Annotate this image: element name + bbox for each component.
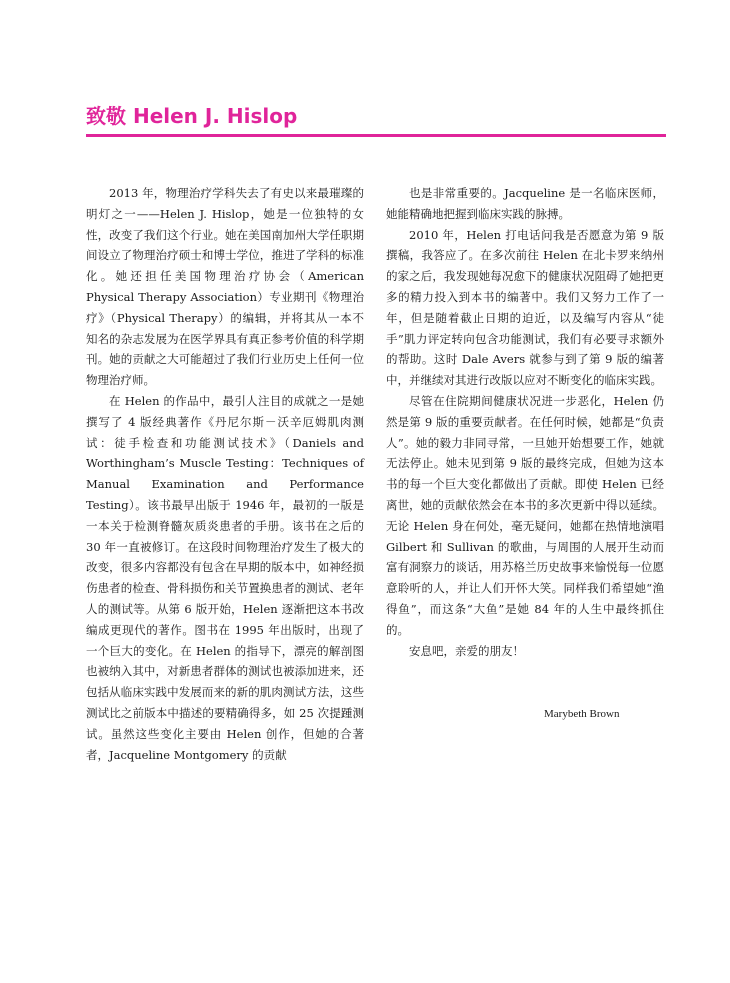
paragraph: 2013 年，物理治疗学科失去了有史以来最璀璨的明灯之一——Helen J. Hislop，她是一位独特的女性，改变了我们这个行业。她在美国南加州大学任职期间设立了物理治疗硕士和博士学位，推进了学科的标准化。她还担任美国物理治疗协会（American Physical Therapy Association）专业期刊《物理治疗》（Physical Therapy）的编辑，并将其从一本不知名的杂志发展为在医学界具有真正参考价值的科学期刊。她的贡献之大可能超过了我们行业历史上任何一位物理治疗师。 (86, 186, 364, 388)
paragraph: 也是非常重要的。Jacqueline 是一名临床医师，她能精确地把握到临床实践的脉搏。 (386, 186, 664, 221)
paragraph: 尽管在住院期间健康状况进一步恶化，Helen 仍然是第 9 版的重要贡献者。在任何时候，她都是“负责人”。她的毅力非同寻常，一旦她开始想要工作，她就无法停止。她未见到第 9 版的最终完成，但她为这本书的每一个巨大变化都做出了贡献。即使 Helen 已经离世，她的贡献依然会在本书的多次更新中得以延续。无论 Helen 身在何处，毫无疑问，她都在热情地演唱 Gilbert 和 Sullivan 的歌曲，与周围的人展开生动而富有洞察力的谈话，用苏格兰历史故事来愉悦每一位愿意聆听的人，并让人们开怀大笑。同样我们希望她“渔得鱼”，而这条“大鱼”是她 84 年的人生中最终抓住的。 (386, 393, 664, 637)
title-underline (86, 134, 666, 137)
paragraph: 在 Helen 的作品中，最引人注目的成就之一是她撰写了 4 版经典著作《丹尼尔斯－沃辛厄姆肌肉测试：徒手检查和功能测试技术》（Daniels and Worthingham’s Muscle Testing：Techniques of Manual Examination and Performance Testing）。该书最早出版于 1946 年，最初的一版是一本关于检测脊髓灰质炎患者的手册。该书在之后的 30 年一直被修订。在这段时间物理治疗发生了极大的改变，很多内容都没有包含在早期的版本中，如神经损伤患者的检查、骨科损伤和关节置换患者的测试、老年人的测试等。从第 6 版开始，Helen 逐渐把这本书改编成更现代的著作。图书在 1995 年出版时，出现了一个巨大的变化。在 Helen 的指导下，漂亮的解剖图也被纳入其中，对新患者群体的测试也被添加进来，还包括从临床实践中发展而来的新的肌肉测试方法，这些测试比之前版本中描述的要精确得多，如 25 次提踵测试。虽然这些变化主要由 Helen 创作，但她的合著者，Jacqueline Montgomery 的贡献 (86, 393, 364, 762)
left-column (86, 183, 364, 765)
paragraph: 安息吧，亲爱的朋友！ (409, 643, 524, 658)
page-title: 致敬 Helen J. Hislop (86, 104, 298, 128)
paragraph: 2010 年，Helen 打电话问我是否愿意为第 9 版撰稿，我答应了。在多次前往 Helen 在北卡罗来纳州的家之后，我发现她每况愈下的健康状况阻碍了她把更多的精力投入到本书的编著中。我们又努力工作了一年，但是随着截止日期的迫近，以及编写内容从“徒手”肌力评定转向包含功能测试，我们有必要寻求额外的帮助。这时 Dale Avers 就参与到了第 9 版的编著中，并继续对其进行改版以应对不断变化的临床实践。 (386, 227, 664, 388)
signature: Marybeth Brown (544, 708, 620, 720)
right-column (386, 183, 664, 661)
